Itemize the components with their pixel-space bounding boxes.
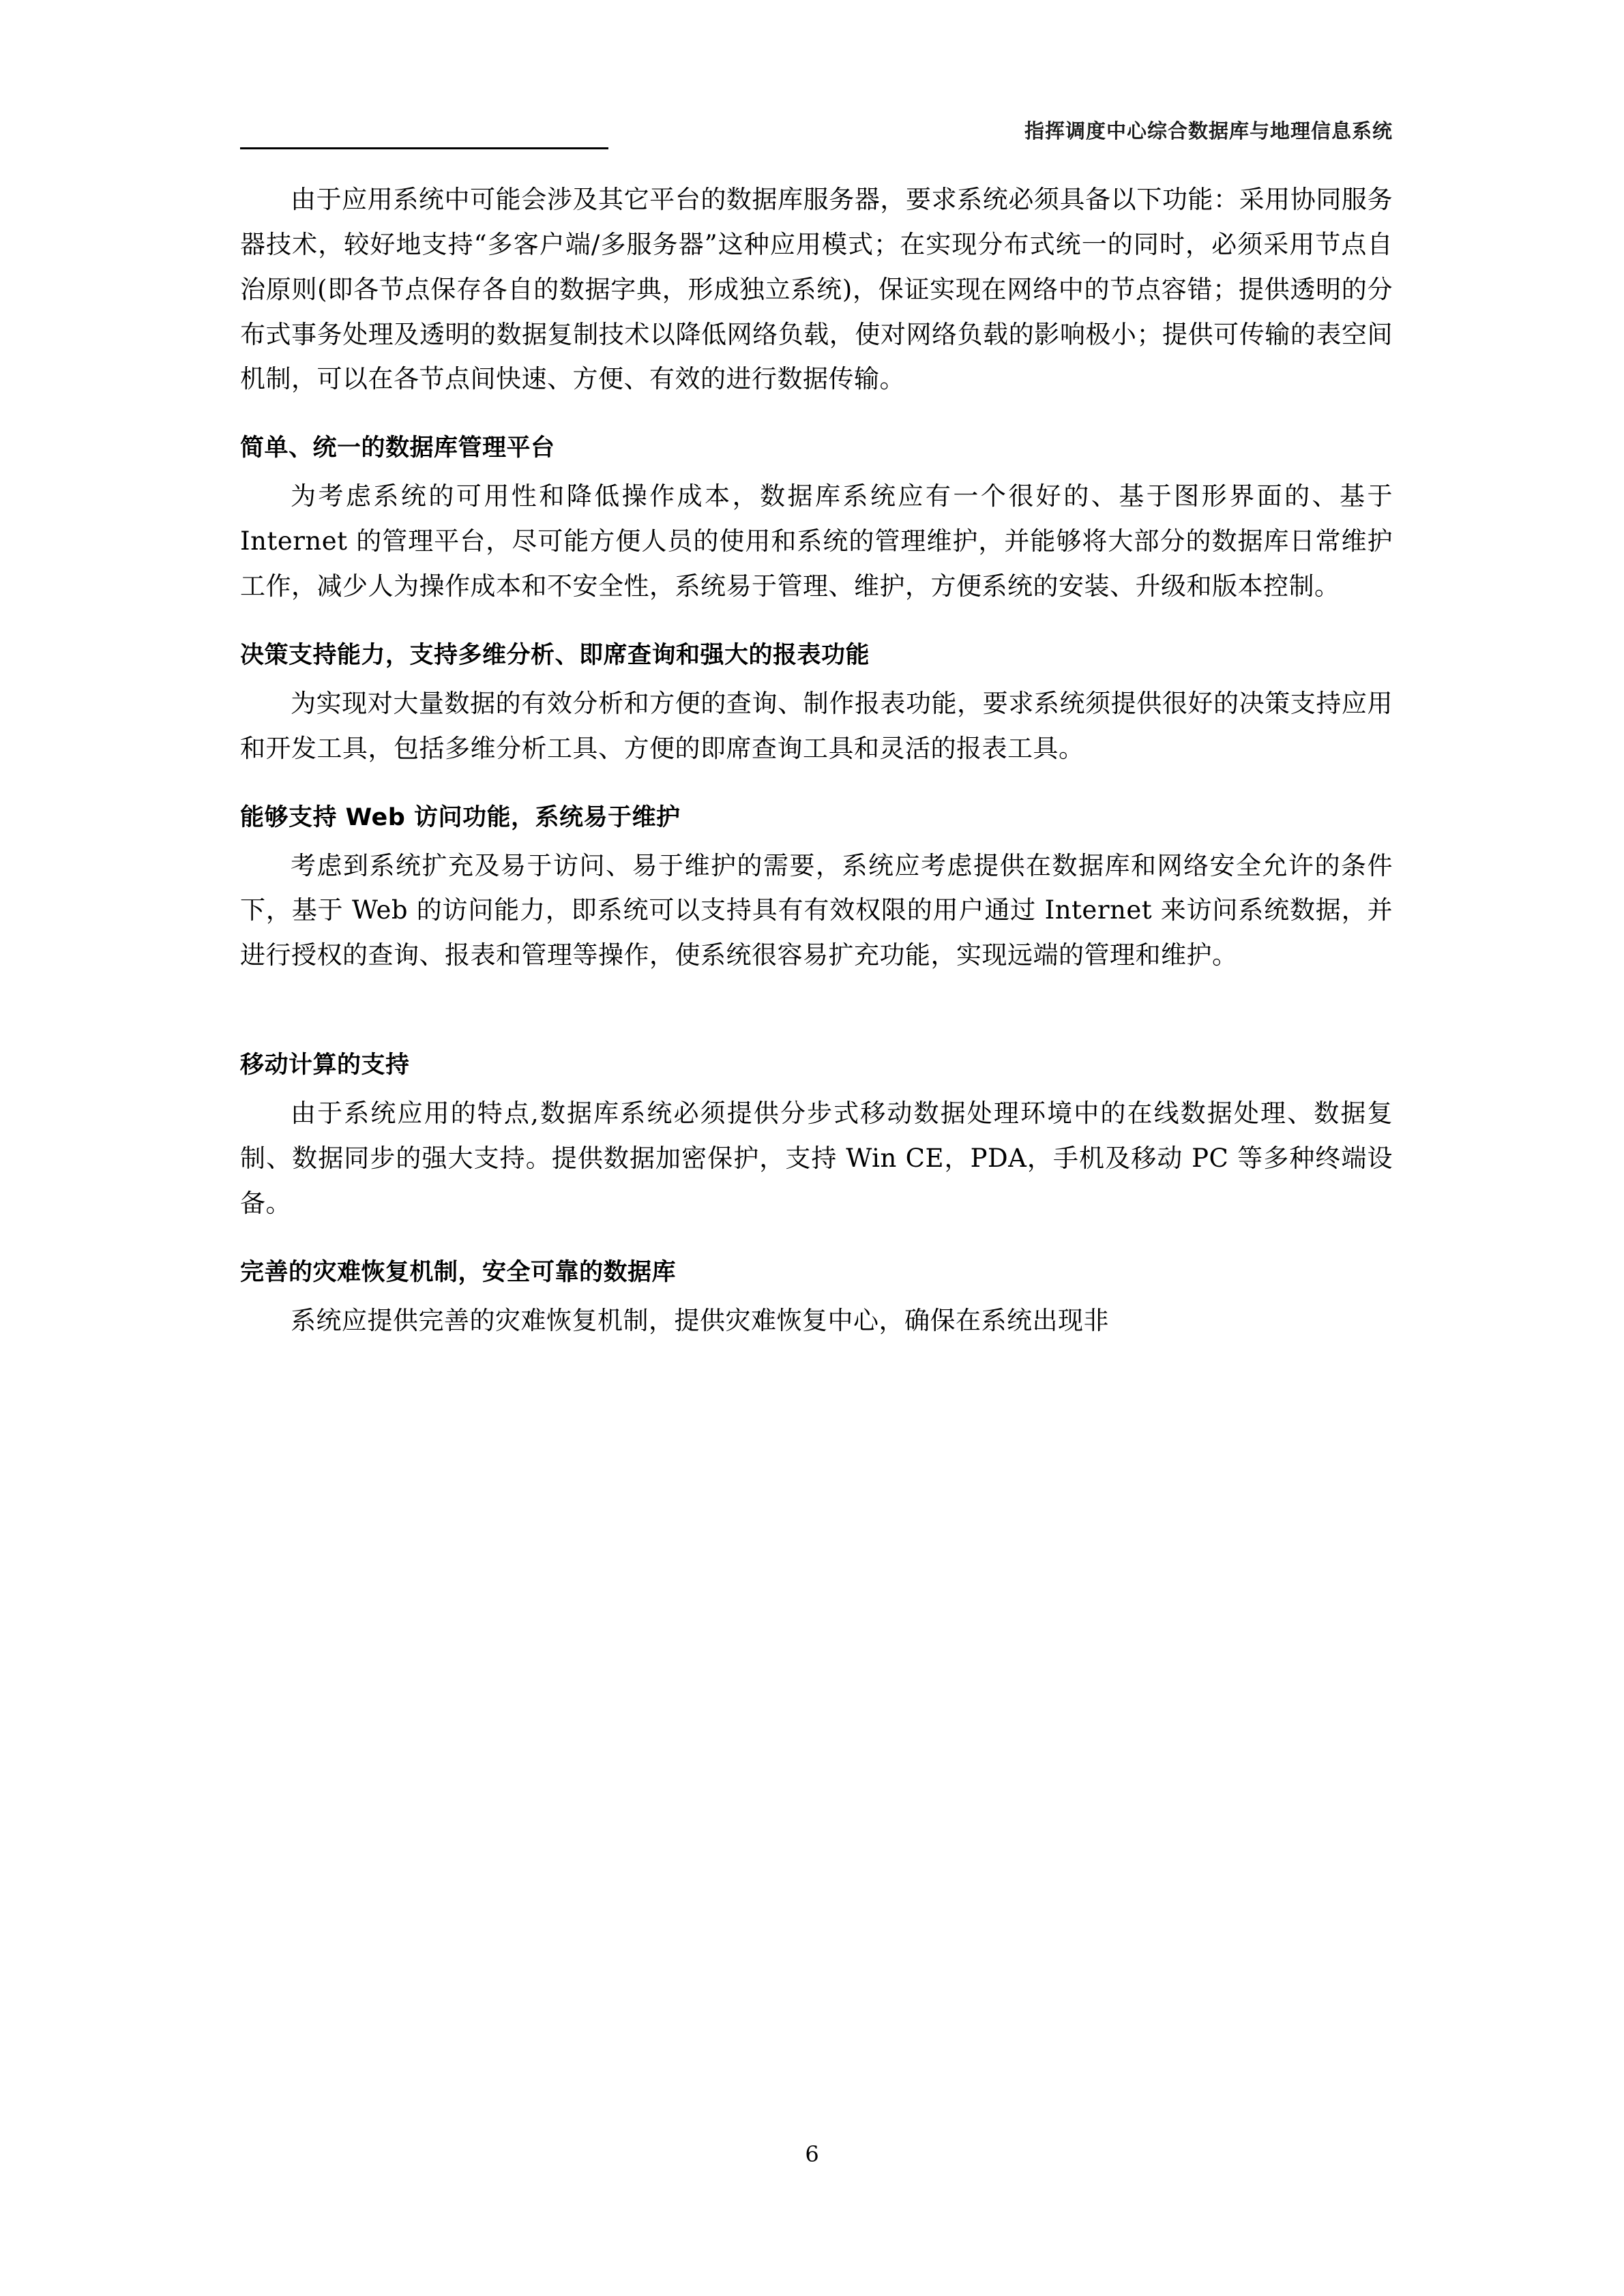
paragraph-1: 由于应用系统中可能会涉及其它平台的数据库服务器，要求系统必须具备以下功能：采用协同服务器技术，较好地支持“多客户端/多服务器”这种应用模式；在实现分布式统一的同时，必须采用节点自治原则(即各节点保存各自的数据字典，形成独立系统)，保证实现在网络中的节点容错；提供透明的分布式事务处理及透明的数据复制技术以降低网络负载，使对网络负载的影响极小；提供可传输的表空间机制，可以在各节点间快速、方便、有效的进行数据传输。 <box>240 185 1393 394</box>
heading-web-access: 能够支持 Web 访问功能，系统易于维护 <box>240 803 681 831</box>
section-spacer <box>240 982 1393 1019</box>
paragraph-3: 为实现对大量数据的有效分析和方便的查询、制作报表功能，要求系统须提供很好的决策支持应用和开发工具，包括多维分析工具、方便的即席查询工具和灵活的报表工具。 <box>240 688 1393 763</box>
paragraph-5: 由于系统应用的特点,数据库系统必须提供分步式移动数据处理环境中的在线数据处理、数据复制、数据同步的强大支持。提供数据加密保护，支持 Win CE，PDA，手机及移动 PC 等多种终端设备。 <box>240 1099 1393 1218</box>
paragraph-2: 为考虑系统的可用性和降低操作成本，数据库系统应有一个很好的、基于图形界面的、基于 Internet 的管理平台，尽可能方便人员的使用和系统的管理维护，并能够将大部分的数据库日常维护工作，减少人为操作成本和不安全性，系统易于管理、维护，方便系统的安装、升级和版本控制。 <box>240 481 1393 601</box>
paragraph-6: 系统应提供完善的灾难恢复机制，提供灾难恢复中心，确保在系统出现非 <box>291 1305 1109 1335</box>
page-content <box>240 102 1393 1343</box>
heading-mobile-computing: 移动计算的支持 <box>240 1052 410 1079</box>
header-rule <box>240 147 608 149</box>
header-title: 指挥调度中心综合数据库与地理信息系统 <box>1024 119 1393 143</box>
page-header <box>240 102 1393 177</box>
heading-disaster-recovery: 完善的灾难恢复机制，安全可靠的数据库 <box>240 1258 677 1286</box>
heading-simple-unified-platform: 简单、统一的数据库管理平台 <box>240 434 555 462</box>
paragraph-4: 考虑到系统扩充及易于访问、易于维护的需要，系统应考虑提供在数据库和网络安全允许的条件下，基于 Web 的访问能力，即系统可以支持具有有效权限的用户通过 Internet 来访问系统数据，并进行授权的查询、报表和管理等操作，使系统很容易扩充功能，实现远端的管理和维护。 <box>240 850 1393 970</box>
page-number: 6 <box>805 2141 819 2167</box>
heading-decision-support: 决策支持能力，支持多维分析、即席查询和强大的报表功能 <box>240 641 870 669</box>
